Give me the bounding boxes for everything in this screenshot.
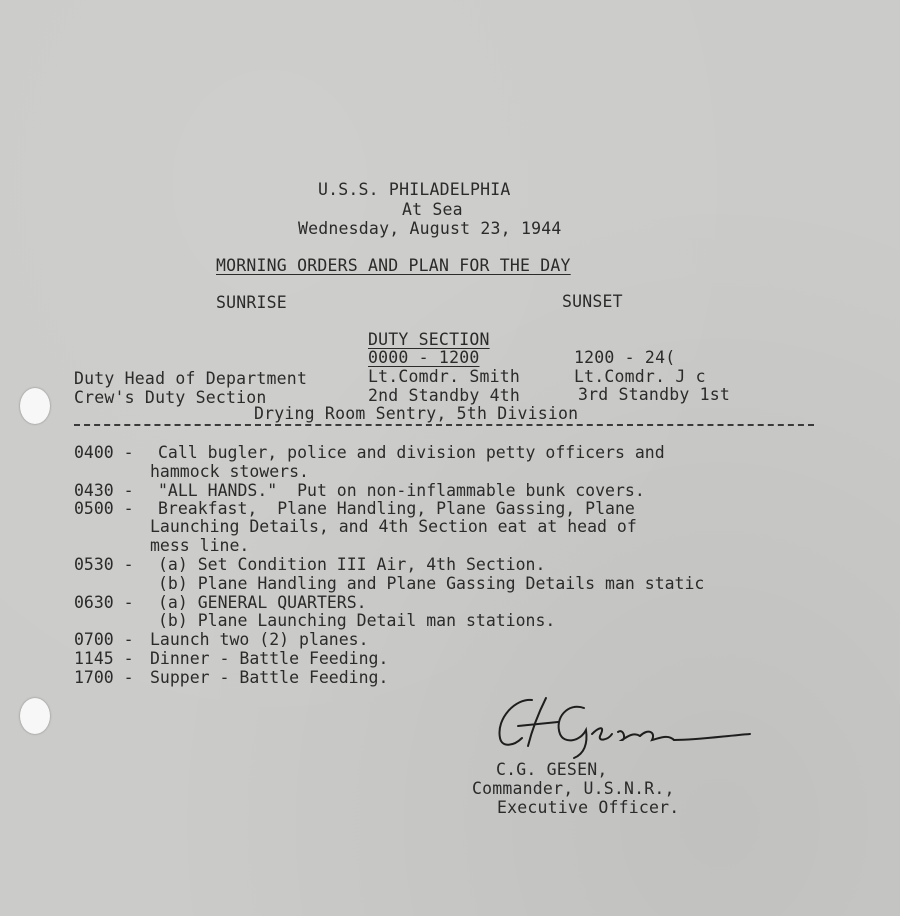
order-text: Supper - Battle Feeding.: [150, 668, 389, 687]
location: At Sea: [402, 200, 463, 219]
document-date: Wednesday, August 23, 1944: [298, 219, 562, 238]
order-time: 0400 -: [74, 443, 134, 462]
duty-row-label: Duty Head of Department: [74, 369, 308, 388]
handwritten-signature: [488, 688, 758, 760]
duty-section-label: DUTY SECTION: [368, 330, 490, 349]
duty-row-label: Crew's Duty Section: [74, 388, 267, 407]
order-text: (a) Set Condition III Air, 4th Section.: [158, 555, 546, 574]
signer-title: Executive Officer.: [497, 798, 680, 817]
order-time: 0630 -: [74, 593, 134, 612]
order-time: 0430 -: [74, 481, 134, 500]
order-text: Launch two (2) planes.: [150, 630, 369, 649]
duty-row-second: Lt.Comdr. J c: [574, 367, 706, 386]
duty-row-first: 2nd Standby 4th: [368, 386, 521, 405]
duty-period-1: 0000 - 1200: [368, 348, 480, 367]
order-text: "ALL HANDS." Put on non-inflammable bunk covers.: [158, 481, 645, 500]
order-text: mess line.: [150, 536, 250, 555]
order-text: (b) Plane Launching Detail man stations.: [158, 611, 556, 630]
punch-hole-bottom: [20, 698, 50, 734]
punch-hole-top: [20, 388, 50, 424]
order-time: 0500 -: [74, 499, 134, 518]
order-text: Launching Details, and 4th Section eat at head of: [150, 517, 637, 536]
duty-row-second: 3rd Standby 1st: [578, 385, 731, 404]
order-text: Breakfast, Plane Handling, Plane Gassing, Plane: [158, 499, 635, 518]
sunset-label: SUNSET: [562, 292, 623, 311]
dashed-divider: [74, 424, 814, 426]
sentry-line: Drying Room Sentry, 5th Division: [254, 404, 579, 423]
order-time: 0530 -: [74, 555, 134, 574]
sunrise-label: SUNRISE: [216, 293, 287, 312]
order-text: Call bugler, police and division petty officers and: [158, 443, 665, 462]
order-text: (a) GENERAL QUARTERS.: [158, 593, 367, 612]
duty-period-2: 1200 - 24(: [574, 348, 676, 367]
signer-name: C.G. GESEN,: [496, 760, 608, 779]
order-time: 1700 -: [74, 668, 134, 687]
order-text: Dinner - Battle Feeding.: [150, 649, 389, 668]
signer-rank: Commander, U.S.N.R.,: [472, 779, 675, 798]
order-time: 0700 -: [74, 630, 134, 649]
duty-row-first: Lt.Comdr. Smith: [368, 367, 521, 386]
ship-name: U.S.S. PHILADELPHIA: [318, 180, 511, 199]
order-text: (b) Plane Handling and Plane Gassing Details man static: [158, 574, 705, 593]
document-title: MORNING ORDERS AND PLAN FOR THE DAY: [216, 256, 571, 275]
order-text: hammock stowers.: [150, 462, 309, 481]
order-time: 1145 -: [74, 649, 134, 668]
